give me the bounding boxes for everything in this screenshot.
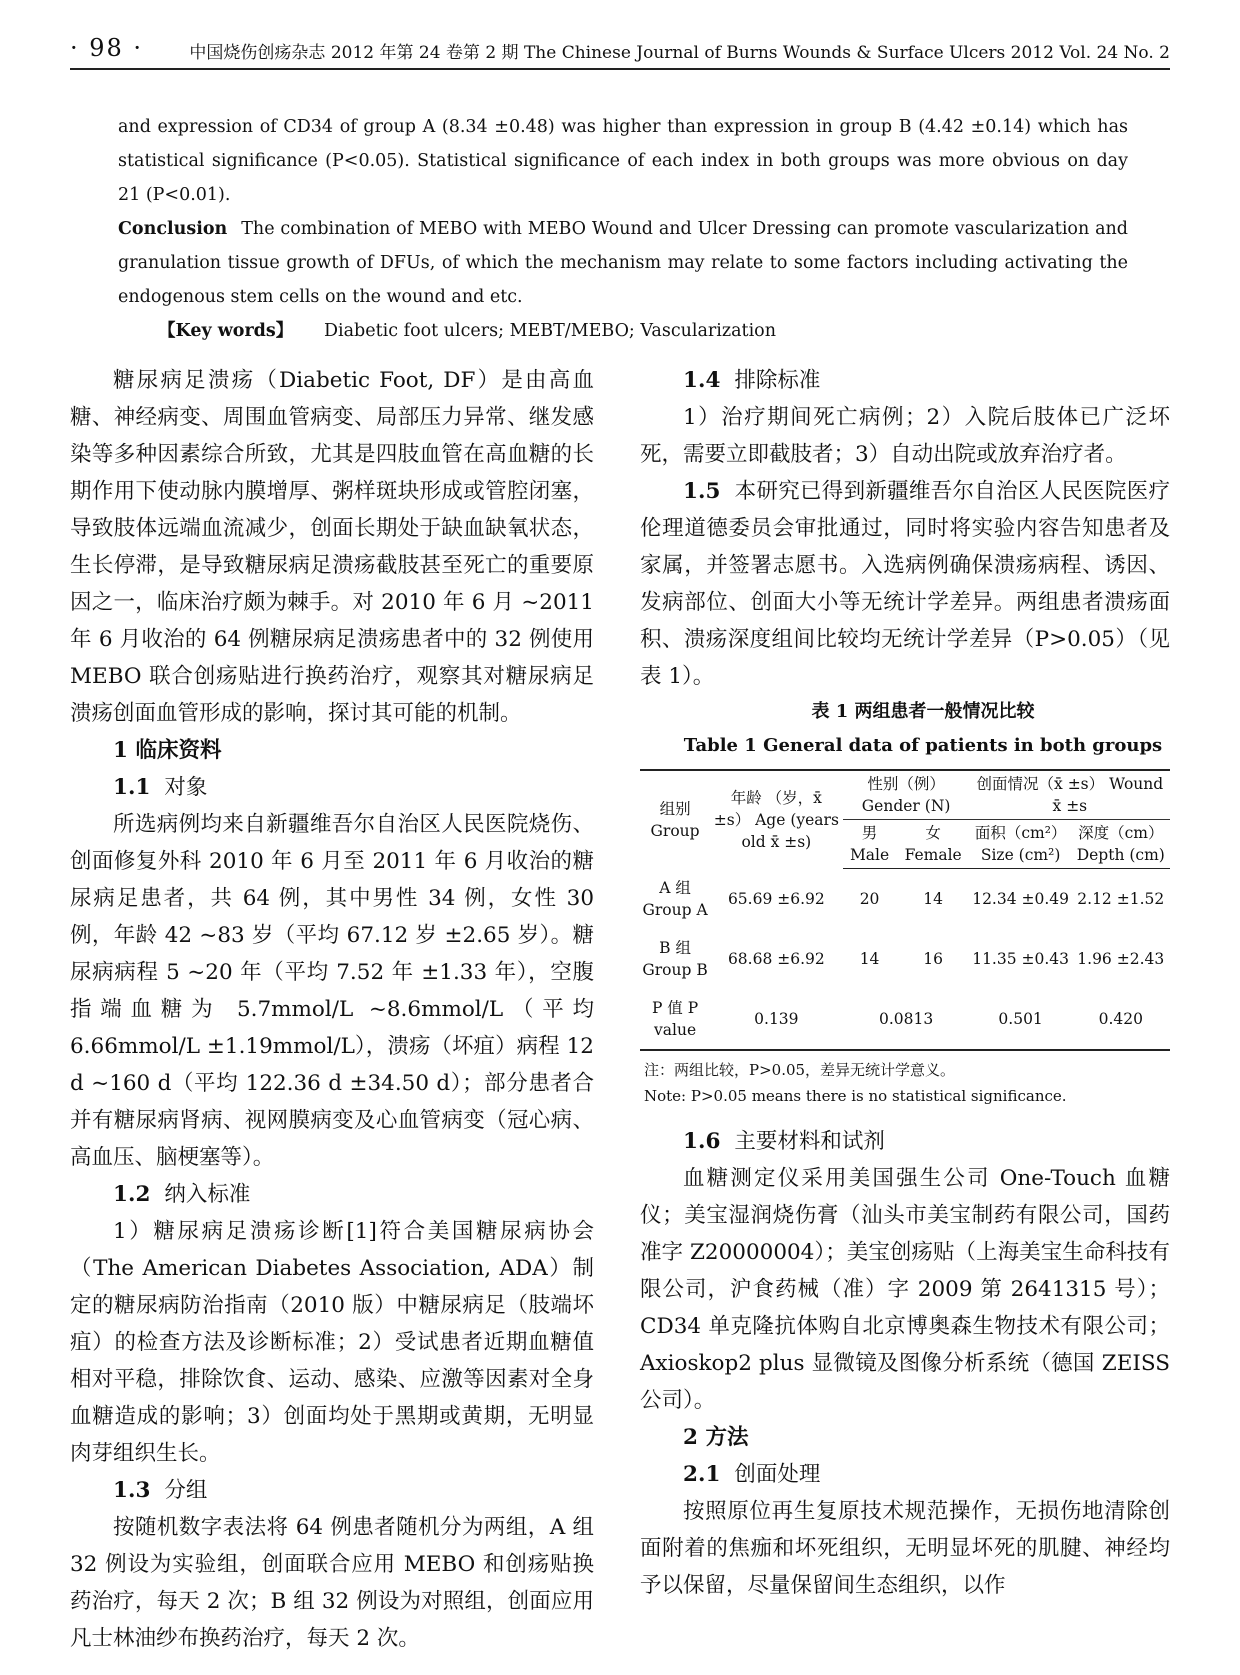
general-data-table	[640, 769, 1170, 1051]
table-row	[640, 869, 1170, 930]
section-1-5-text	[640, 473, 1170, 695]
table-caption-cn: 表 1 两组患者一般情况比较	[811, 701, 1035, 722]
running-header	[70, 28, 1170, 70]
table-note	[640, 1057, 1170, 1109]
section-1-6-text: 血糖测定仪采用美国强生公司 One-Touch 血糖仪；美宝湿润烧伤膏（汕头市美宝制药有限公司，国药准字 Z20000004）；美宝创疡贴（上海美宝生命科技有限公司，沪食药械（准）字 2009 第 2641315 号）；CD34 单克隆抗体购自北京博奥森生物技术有限公司；Axioskop2 plus 显微镜及图像分析系统（德国 ZEISS 公司）。	[640, 1166, 1170, 1413]
section-1-5-body: 本研究已得到新疆维吾尔自治区人民医院医疗伦理道德委员会审批通过，同时将实验内容告知患者及家属，并签署志愿书。入选病例确保溃疡病程、诱因、发病部位、创面大小等无统计学差异。两组患者溃疡面积、溃疡深度组间比较均无统计学差异（P>0.05）（见表 1）。	[640, 479, 1170, 689]
keywords	[118, 314, 1128, 348]
col-header-depth: 深度（cm） Depth (cm)	[1072, 820, 1170, 869]
section-number: 1.1	[113, 775, 151, 800]
section-1-4-text: 1）治疗期间死亡病例；2）入院后肢体已广泛坏死，需要立即截肢者；3）自动出院或放弃治疗者。	[640, 405, 1170, 467]
cell-depth: 0.420	[1072, 989, 1170, 1050]
section-title: 创面处理	[734, 1462, 821, 1487]
col-header-group: 组别 Group	[640, 770, 710, 869]
page-number: · 98 ·	[70, 34, 144, 62]
cell-female: 14	[923, 890, 943, 908]
cell-age: 0.139	[710, 989, 842, 1050]
table-note-en: Note: P>0.05 means there is no statistical significance.	[644, 1087, 1067, 1105]
cell-size: 0.501	[970, 989, 1072, 1050]
cell-gender: 0.0813	[843, 989, 970, 1050]
english-abstract	[118, 110, 1128, 348]
section-2-1-heading	[640, 1456, 1170, 1493]
cell-age: 68.68 ±6.92	[727, 950, 825, 968]
cell-male: 14	[859, 950, 880, 968]
section-1-1-heading	[70, 769, 594, 806]
section-1-heading: 1 临床资料	[113, 738, 222, 763]
keywords-label: 【Key words】	[158, 321, 294, 341]
col-header-size: 面积（cm²） Size (cm²)	[970, 820, 1072, 869]
col-header-age: 年龄 （岁，x̄ ±s） Age (years old x̄ ±s)	[710, 770, 842, 869]
section-title: 纳入标准	[164, 1182, 251, 1207]
col-header-gender: 性别（例） Gender (N)	[843, 770, 970, 820]
section-2-1-text: 按照原位再生复原技术规范操作，无损伤地清除创面附着的焦痂和坏死组织，无明显坏死的肌腱、神经均予以保留，尽量保留间生态组织，以作	[640, 1499, 1170, 1598]
cell-depth: 1.96 ±2.43	[1077, 950, 1165, 968]
cell-group: P 值 P value	[640, 989, 710, 1050]
section-number: 1.3	[113, 1478, 151, 1503]
right-column	[640, 362, 1170, 1604]
col-header-male: 男 Male	[843, 820, 897, 869]
cell-age: 65.69 ±6.92	[727, 889, 825, 908]
cell-size: 12.34 ±0.49	[972, 890, 1070, 908]
section-number: 1.6	[683, 1129, 721, 1154]
section-title: 排除标准	[734, 368, 821, 393]
section-1-2-text: 1）糖尿病足溃疡诊断[1]符合美国糖尿病协会（The American Diabetes Association, ADA）制定的糖尿病防治指南（2010 版）中糖尿病足（肢端坏疽）的检查方法及诊断标准；2）受试患者近期血糖值相对平稳，排除饮食、运动、感染、应激等因素对全身血糖造成的影响；3）创面均处于黑期或黄期，无明显肉芽组织生长。	[70, 1219, 594, 1466]
left-column	[70, 362, 594, 1657]
cell-depth: 2.12 ±1.52	[1077, 890, 1165, 908]
keywords-text: Diabetic foot ulcers; MEBT/MEBO; Vascularization	[323, 321, 776, 341]
cell-female: 16	[923, 950, 943, 968]
section-number: 1.4	[683, 368, 721, 393]
section-1-2-heading	[70, 1176, 594, 1213]
table-row	[640, 989, 1170, 1050]
cell-size: 11.35 ±0.43	[972, 950, 1070, 968]
conclusion-label: Conclusion	[118, 219, 228, 239]
col-header-wound: 创面情况（x̄ ±s） Wound x̄ ±s	[970, 770, 1170, 820]
table-note-cn: 注：两组比较，P>0.05，差异无统计学意义。	[644, 1061, 956, 1079]
intro-paragraph: 糖尿病足溃疡（Diabetic Foot, DF）是由高血糖、神经病变、周围血管病变、局部压力异常、继发感染等多种因素综合所致，尤其是四肢血管在高血糖的长期作用下使动脉内膜增厚、粥样斑块形成或管腔闭塞，导致肢体远端血流减少，创面长期处于缺血缺氧状态，生长停滞，是导致糖尿病足溃疡截肢甚至死亡的重要原因之一，临床治疗颇为棘手。对 2010 年 6 月 ~2011 年 6 月收治的 64 例糖尿病足溃疡患者中的 32 例使用 MEBO 联合创疡贴进行换药治疗，观察其对糖尿病足溃疡创面血管形成的影响，探讨其可能的机制。	[70, 368, 594, 726]
section-1-6-heading	[640, 1123, 1170, 1160]
table-row	[640, 929, 1170, 989]
abstract-results-tail: and expression of CD34 of group A (8.34 ±0.48) was higher than expression in group B (4.42 ±0.14) which has statistical significance (P<0.05). Statistical significance of each index in both groups was more obvious on day 21 (P<0.01).	[118, 117, 1128, 205]
cell-group: B 组 Group B	[642, 939, 708, 979]
cell-group: A 组 Group A	[642, 878, 708, 919]
section-title: 分组	[164, 1478, 208, 1503]
section-title: 主要材料和试剂	[734, 1129, 885, 1154]
section-1-3-text: 按随机数字表法将 64 例患者随机分为两组，A 组 32 例设为实验组，创面联合应用 MEBO 和创疡贴换药治疗，每天 2 次；B 组 32 例设为对照组，创面应用凡士林油纱布换药治疗，每天 2 次。	[70, 1515, 594, 1651]
col-header-female: 女 Female	[897, 820, 970, 869]
conclusion-text: The combination of MEBO with MEBO Wound and Ulcer Dressing can promote vascularization and granulation tissue growth of DFUs, of which the mechanism may relate to some factors including activating the endogenous stem cells on the wound and etc.	[118, 219, 1128, 307]
section-1-4-heading	[640, 362, 1170, 399]
section-1-3-heading	[70, 1472, 594, 1509]
journal-title: 中国烧伤创疡杂志 2012 年第 24 卷第 2 期 The Chinese Journal of Burns Wounds & Surface Ulcers 2012 Vol. 24 No. 2	[189, 43, 1170, 63]
section-number: 1.5	[683, 479, 721, 504]
section-number: 2.1	[683, 1462, 721, 1487]
abstract-conclusion	[118, 212, 1128, 314]
section-1-1-text: 所选病例均来自新疆维吾尔自治区人民医院烧伤、创面修复外科 2010 年 6 月至 2011 年 6 月收治的糖尿病足患者，共 64 例，其中男性 34 例，女性 30 例，年龄 42 ~83 岁（平均 67.12 岁 ±2.65 岁）。糖尿病病程 5 ~20 年（平均 7.52 年 ±1.33 年），空腹指端血糖为 5.7mmol/L ~8.6mmol/L（平均 6.66mmol/L ±1.19mmol/L），溃疡（坏疽）病程 12 d ~160 d（平均 122.36 d ±34.50 d）；部分患者合并有糖尿病肾病、视网膜病变及心血管病变（冠心病、高血压、脑梗塞等）。	[70, 812, 594, 1170]
section-title: 对象	[164, 775, 208, 800]
cell-male: 20	[859, 890, 880, 908]
table-caption-en: Table 1 General data of patients in both groups	[683, 735, 1163, 756]
section-2-heading: 2 方法	[683, 1425, 749, 1450]
section-number: 1.2	[113, 1182, 151, 1207]
